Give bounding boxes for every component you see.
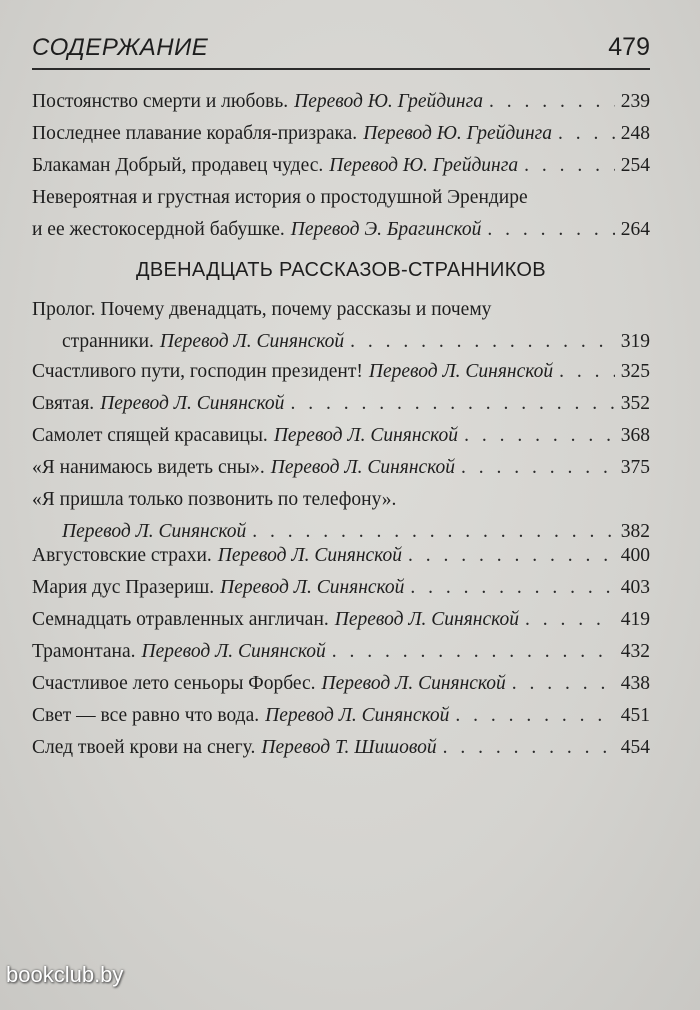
- entry-title: странники.: [62, 331, 154, 352]
- entry-page-number: 319: [620, 331, 650, 352]
- entry-title-line1: Пролог. Почему двенадцать, почему рассказы и почему: [32, 299, 492, 320]
- dot-leader: [487, 214, 614, 246]
- entry-translator: Перевод Л. Синянской: [321, 673, 506, 694]
- entry-title: Последнее плавание корабля-призрака.: [32, 123, 358, 144]
- dot-leader: [525, 604, 615, 636]
- toc-entry: [32, 182, 650, 246]
- entry-translator: Перевод Ю. Грейдинга: [294, 91, 483, 112]
- dot-leader: [559, 356, 615, 388]
- entry-title: Свет — все равно что вода.: [32, 705, 260, 726]
- dot-leader: [350, 326, 615, 358]
- entry-title: Самолет спящей красавицы.: [32, 425, 268, 446]
- entry-title: Мария дус Празериш.: [32, 577, 215, 598]
- toc-entry: [32, 572, 650, 604]
- toc-entry: [32, 452, 650, 484]
- entry-title: Блакаман Добрый, продавец чудес.: [32, 155, 324, 176]
- entry-translator: Перевод Л. Синянской: [273, 425, 459, 446]
- entry-translator: Перевод Л. Синянской: [62, 521, 247, 542]
- dot-leader: [464, 420, 615, 452]
- dot-leader: [461, 452, 615, 484]
- entry-translator: Перевод Л. Синянской: [100, 393, 285, 414]
- toc-entry: [32, 668, 650, 700]
- dot-leader: [290, 388, 614, 420]
- toc-entry: [32, 540, 650, 572]
- toc-entry: [32, 700, 650, 732]
- entry-translator: Перевод Л. Синянской: [220, 577, 405, 598]
- dot-leader: [524, 150, 615, 182]
- toc-entry: [32, 356, 650, 388]
- entry-page-number: 239: [620, 91, 650, 112]
- entry-translator: Перевод Л. Синянской: [334, 609, 520, 630]
- toc-entry: [32, 732, 650, 764]
- entry-translator: Перевод Л. Синянской: [270, 457, 456, 478]
- entry-translator: Перевод Ю. Грейдинга: [329, 155, 519, 176]
- entry-translator: Перевод Л. Синянской: [217, 545, 403, 566]
- entry-title: Счастливого пути, господин президент!: [32, 361, 363, 382]
- toc-entry: [32, 294, 650, 358]
- dot-leader: [408, 540, 615, 572]
- entry-translator: Перевод Л. Синянской: [159, 331, 345, 352]
- dot-leader: [332, 636, 615, 668]
- table-of-contents: [32, 0, 650, 1010]
- entry-page-number: 254: [620, 155, 650, 176]
- entry-page-number: 368: [620, 425, 650, 446]
- entry-page-number: 403: [620, 577, 650, 598]
- entry-page-number: 454: [620, 737, 650, 758]
- dot-leader: [489, 86, 615, 118]
- entry-translator: Перевод Л. Синянской: [141, 641, 326, 662]
- entry-page-number: 451: [620, 705, 650, 726]
- header-title: СОДЕРЖАНИЕ: [32, 34, 209, 61]
- toc-entry: [32, 420, 650, 452]
- entry-title: След твоей крови на снегу.: [32, 737, 256, 758]
- entry-page-number: 325: [620, 361, 650, 382]
- entry-translator: Перевод Ю. Грейдинга: [363, 123, 552, 144]
- entry-page-number: 419: [620, 609, 650, 630]
- entry-page-number: 438: [620, 673, 650, 694]
- entry-page-number: 400: [620, 545, 650, 566]
- entry-page-number: 352: [620, 393, 650, 414]
- dot-leader: [512, 668, 615, 700]
- header-page-number: 479: [608, 33, 650, 61]
- toc-entry: [32, 484, 650, 548]
- entry-title: Постоянство смерти и любовь.: [32, 91, 289, 112]
- entry-translator: Перевод Л. Синянской: [368, 361, 554, 382]
- entry-title: Трамонтана.: [32, 641, 136, 662]
- entry-title: «Я нанимаюсь видеть сны».: [32, 457, 265, 478]
- toc-entry: [32, 86, 650, 118]
- entry-page-number: 432: [620, 641, 650, 662]
- dot-leader: [558, 118, 615, 150]
- entry-title-line1: «Я пришла только позвонить по телефону».: [32, 489, 397, 510]
- entry-translator: Перевод Т. Шишовой: [261, 737, 437, 758]
- entry-title: Августовские страхи.: [32, 545, 212, 566]
- toc-entry: [32, 150, 650, 182]
- entry-page-number: 248: [620, 123, 650, 144]
- section-heading: ДВЕНАДЦАТЬ РАССКАЗОВ-СТРАННИКОВ: [136, 259, 546, 281]
- entry-translator: Перевод Э. Брагинской: [290, 219, 482, 240]
- toc-entry: [32, 636, 650, 668]
- entry-title: и ее жестокосердной бабушке.: [32, 219, 285, 240]
- dot-leader: [443, 732, 615, 764]
- entry-title: Счастливое лето сеньоры Форбес.: [32, 673, 316, 694]
- entry-page-number: 375: [620, 457, 650, 478]
- entry-title: Святая.: [32, 393, 95, 414]
- toc-entry: [32, 604, 650, 636]
- entry-title-line1: Невероятная и грустная история о простодушной Эрендире: [32, 187, 528, 208]
- toc-entry: [32, 388, 650, 420]
- entry-page-number: 382: [620, 521, 650, 542]
- dot-leader: [410, 572, 614, 604]
- site-watermark: bookclub.by: [6, 962, 124, 987]
- dot-leader: [455, 700, 614, 732]
- entry-page-number: 264: [620, 219, 650, 240]
- toc-entry: [32, 118, 650, 150]
- entry-translator: Перевод Л. Синянской: [265, 705, 450, 726]
- entry-title: Семнадцать отравленных англичан.: [32, 609, 329, 630]
